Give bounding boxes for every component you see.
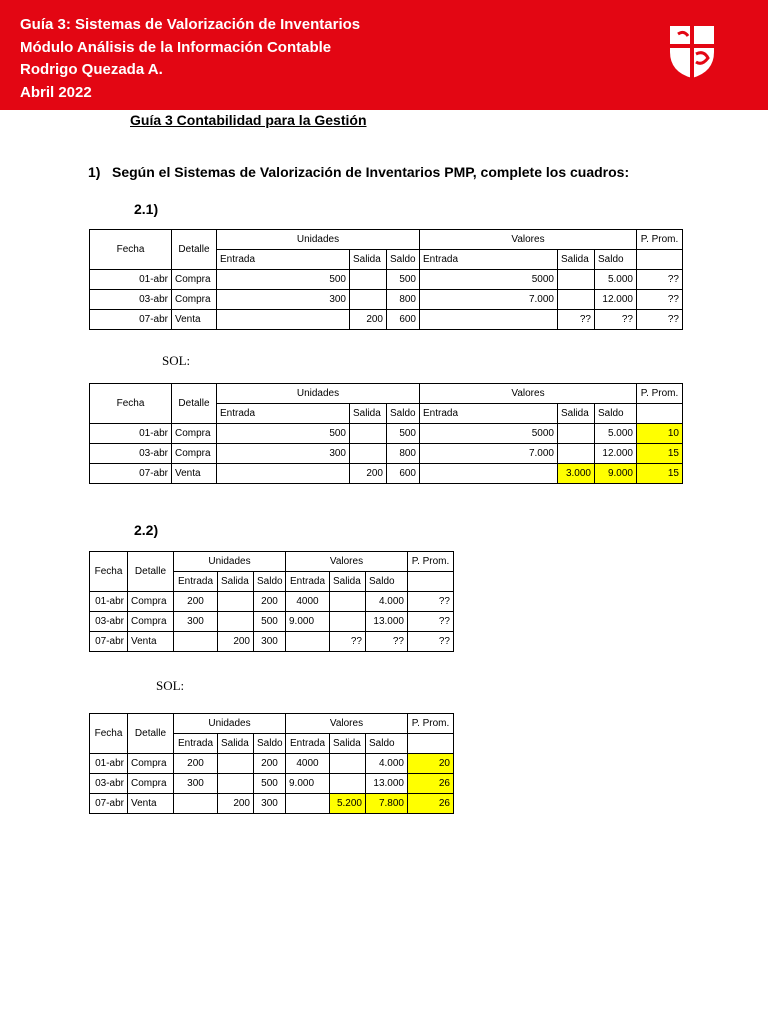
cell-detalle: Compra bbox=[128, 592, 174, 612]
cell-v-entrada: 9.000 bbox=[286, 612, 330, 632]
cell-v-saldo: 13.000 bbox=[366, 774, 408, 794]
subheader-unidades-entrada: Entrada bbox=[217, 404, 350, 424]
cell-u-entrada: 300 bbox=[174, 774, 218, 794]
cell-detalle: Compra bbox=[172, 290, 217, 310]
subheader-unidades-saldo: Saldo bbox=[387, 250, 420, 270]
cell-fecha: 01-abr bbox=[90, 424, 172, 444]
cell-u-entrada: 200 bbox=[174, 754, 218, 774]
header-unidades: Unidades bbox=[174, 552, 286, 572]
subheader-valores-saldo: Saldo bbox=[366, 572, 408, 592]
cell-u-saldo: 800 bbox=[387, 444, 420, 464]
subheader-valores-entrada: Entrada bbox=[286, 572, 330, 592]
subheader-p-prom-empty bbox=[637, 250, 683, 270]
cell-v-salida: 3.000 bbox=[558, 464, 595, 484]
table-row bbox=[90, 794, 454, 814]
cell-detalle: Compra bbox=[172, 444, 217, 464]
cell-pprom: ?? bbox=[637, 290, 683, 310]
cell-u-entrada: 200 bbox=[174, 592, 218, 612]
header-unidades: Unidades bbox=[174, 714, 286, 734]
header-detalle: Detalle bbox=[128, 714, 174, 754]
cell-v-saldo: 5.000 bbox=[595, 270, 637, 290]
cell-v-salida bbox=[330, 612, 366, 632]
cell-detalle: Venta bbox=[128, 632, 174, 652]
cell-pprom: ?? bbox=[408, 632, 454, 652]
cell-fecha: 03-abr bbox=[90, 774, 128, 794]
cell-u-saldo: 600 bbox=[387, 310, 420, 330]
cell-v-saldo: 12.000 bbox=[595, 290, 637, 310]
subheader-p-prom-empty bbox=[408, 572, 454, 592]
cell-v-salida: ?? bbox=[330, 632, 366, 652]
cell-u-salida bbox=[350, 290, 387, 310]
cell-pprom: ?? bbox=[637, 310, 683, 330]
cell-pprom: 26 bbox=[408, 774, 454, 794]
subheader-valores-saldo: Saldo bbox=[595, 250, 637, 270]
cell-v-entrada bbox=[420, 310, 558, 330]
header-text bbox=[20, 14, 360, 104]
subheader-unidades-salida: Salida bbox=[218, 734, 254, 754]
subheader-unidades-saldo: Saldo bbox=[254, 734, 286, 754]
cell-pprom: 15 bbox=[637, 444, 683, 464]
cell-v-salida bbox=[330, 774, 366, 794]
header-line-title: Guía 3: Sistemas de Valorización de Inventarios bbox=[20, 16, 361, 33]
cell-v-saldo: 12.000 bbox=[595, 444, 637, 464]
table-header-row bbox=[90, 384, 683, 404]
inventory-table-1 bbox=[89, 229, 683, 330]
header-line-author: Rodrigo Quezada A. bbox=[20, 61, 163, 78]
table-row bbox=[90, 632, 454, 652]
cell-u-entrada bbox=[217, 464, 350, 484]
header-p-prom: P. Prom. bbox=[408, 714, 454, 734]
cell-u-saldo: 300 bbox=[254, 794, 286, 814]
cell-v-salida bbox=[558, 444, 595, 464]
cell-v-entrada: 9.000 bbox=[286, 774, 330, 794]
subheader-valores-saldo: Saldo bbox=[366, 734, 408, 754]
table-row bbox=[90, 290, 683, 310]
cell-detalle: Venta bbox=[172, 464, 217, 484]
table-header-row bbox=[90, 230, 683, 250]
subheader-unidades-entrada: Entrada bbox=[174, 734, 218, 754]
cell-fecha: 01-abr bbox=[90, 270, 172, 290]
cell-v-saldo: 13.000 bbox=[366, 612, 408, 632]
cell-u-salida: 200 bbox=[218, 794, 254, 814]
subheader-unidades-entrada: Entrada bbox=[174, 572, 218, 592]
table-row bbox=[90, 270, 683, 290]
cell-u-salida: 200 bbox=[350, 310, 387, 330]
subheader-unidades-salida: Salida bbox=[350, 404, 387, 424]
page-header bbox=[0, 0, 768, 110]
subheader-valores-entrada: Entrada bbox=[286, 734, 330, 754]
cell-u-entrada bbox=[174, 632, 218, 652]
header-unidades: Unidades bbox=[217, 384, 420, 404]
cell-v-saldo: 5.000 bbox=[595, 424, 637, 444]
subheader-valores-entrada: Entrada bbox=[420, 250, 558, 270]
cell-u-salida bbox=[218, 774, 254, 794]
cell-pprom: ?? bbox=[408, 592, 454, 612]
cell-u-salida bbox=[218, 754, 254, 774]
cell-u-salida: 200 bbox=[350, 464, 387, 484]
cell-v-entrada bbox=[286, 794, 330, 814]
cell-u-salida bbox=[218, 592, 254, 612]
header-line-date: Abril 2022 bbox=[20, 83, 92, 101]
cell-pprom: ?? bbox=[408, 612, 454, 632]
cell-u-saldo: 300 bbox=[254, 632, 286, 652]
cell-u-entrada bbox=[217, 310, 350, 330]
cell-v-saldo: 7.800 bbox=[366, 794, 408, 814]
cell-u-saldo: 800 bbox=[387, 290, 420, 310]
cell-pprom: ?? bbox=[637, 270, 683, 290]
cell-v-salida bbox=[330, 754, 366, 774]
question-text: Según el Sistemas de Valorización de Inventarios PMP, complete los cuadros: bbox=[112, 164, 630, 180]
header-fecha: Fecha bbox=[90, 230, 172, 270]
table-row bbox=[90, 464, 683, 484]
cell-u-entrada: 300 bbox=[174, 612, 218, 632]
table-row bbox=[90, 612, 454, 632]
cell-pprom: 15 bbox=[637, 464, 683, 484]
cell-fecha: 07-abr bbox=[90, 464, 172, 484]
cell-v-salida bbox=[330, 592, 366, 612]
inventory-table-4 bbox=[89, 713, 454, 814]
sol-label-2-2: SOL: bbox=[156, 678, 185, 693]
cell-u-entrada bbox=[174, 794, 218, 814]
subheader-p-prom-empty bbox=[637, 404, 683, 424]
cell-u-salida bbox=[350, 270, 387, 290]
cell-u-saldo: 200 bbox=[254, 592, 286, 612]
cell-pprom: 20 bbox=[408, 754, 454, 774]
cell-u-saldo: 500 bbox=[387, 424, 420, 444]
header-p-prom: P. Prom. bbox=[637, 230, 683, 250]
cell-u-salida: 200 bbox=[218, 632, 254, 652]
header-line-module: Módulo Análisis de la Información Contable bbox=[20, 38, 332, 56]
cell-detalle: Compra bbox=[128, 612, 174, 632]
cell-v-entrada: 4000 bbox=[286, 754, 330, 774]
document-title: Guía 3 Contabilidad para la Gestión bbox=[130, 112, 367, 128]
cell-v-salida bbox=[558, 290, 595, 310]
header-valores: Valores bbox=[286, 714, 408, 734]
cell-pprom: 26 bbox=[408, 794, 454, 814]
subheader-valores-entrada: Entrada bbox=[420, 404, 558, 424]
subheader-unidades-saldo: Saldo bbox=[254, 572, 286, 592]
cell-u-saldo: 500 bbox=[254, 774, 286, 794]
cell-v-saldo: ?? bbox=[595, 310, 637, 330]
section-2-2-label: 2.2) bbox=[134, 522, 159, 538]
cell-v-salida: ?? bbox=[558, 310, 595, 330]
subheader-valores-salida: Salida bbox=[330, 734, 366, 754]
cell-u-salida bbox=[350, 444, 387, 464]
cell-v-saldo: 4.000 bbox=[366, 754, 408, 774]
question-1 bbox=[88, 164, 629, 180]
cell-detalle: Compra bbox=[128, 774, 174, 794]
header-valores: Valores bbox=[420, 384, 637, 404]
header-fecha: Fecha bbox=[90, 714, 128, 754]
subheader-valores-saldo: Saldo bbox=[595, 404, 637, 424]
table-header-row bbox=[90, 552, 454, 572]
header-detalle: Detalle bbox=[172, 384, 217, 424]
cell-v-entrada bbox=[420, 464, 558, 484]
subheader-valores-salida: Salida bbox=[330, 572, 366, 592]
cell-v-saldo: 9.000 bbox=[595, 464, 637, 484]
cell-v-salida bbox=[558, 424, 595, 444]
subheader-p-prom-empty bbox=[408, 734, 454, 754]
cell-u-entrada: 500 bbox=[217, 270, 350, 290]
cell-detalle: Compra bbox=[128, 754, 174, 774]
inventory-table-2 bbox=[89, 383, 683, 484]
subheader-valores-salida: Salida bbox=[558, 250, 595, 270]
header-detalle: Detalle bbox=[172, 230, 217, 270]
cell-fecha: 03-abr bbox=[90, 444, 172, 464]
cell-v-entrada bbox=[286, 632, 330, 652]
question-number: 1) bbox=[88, 164, 101, 180]
subheader-unidades-saldo: Saldo bbox=[387, 404, 420, 424]
header-valores: Valores bbox=[286, 552, 408, 572]
cell-u-salida bbox=[350, 424, 387, 444]
cell-v-saldo: ?? bbox=[366, 632, 408, 652]
header-p-prom: P. Prom. bbox=[637, 384, 683, 404]
cell-fecha: 03-abr bbox=[90, 612, 128, 632]
cell-v-entrada: 4000 bbox=[286, 592, 330, 612]
cell-v-entrada: 5000 bbox=[420, 270, 558, 290]
university-shield-logo-icon bbox=[664, 22, 720, 80]
header-p-prom: P. Prom. bbox=[408, 552, 454, 572]
inventory-table-3 bbox=[89, 551, 454, 652]
cell-v-entrada: 5000 bbox=[420, 424, 558, 444]
table-row bbox=[90, 592, 454, 612]
cell-u-saldo: 500 bbox=[387, 270, 420, 290]
cell-fecha: 03-abr bbox=[90, 290, 172, 310]
cell-fecha: 07-abr bbox=[90, 632, 128, 652]
cell-fecha: 01-abr bbox=[90, 754, 128, 774]
cell-u-entrada: 500 bbox=[217, 424, 350, 444]
cell-fecha: 07-abr bbox=[90, 794, 128, 814]
cell-detalle: Venta bbox=[128, 794, 174, 814]
section-2-1-label: 2.1) bbox=[134, 201, 159, 217]
cell-v-salida: 5.200 bbox=[330, 794, 366, 814]
cell-u-saldo: 200 bbox=[254, 754, 286, 774]
cell-fecha: 07-abr bbox=[90, 310, 172, 330]
table-header-row bbox=[90, 714, 454, 734]
header-valores: Valores bbox=[420, 230, 637, 250]
cell-u-saldo: 500 bbox=[254, 612, 286, 632]
cell-v-saldo: 4.000 bbox=[366, 592, 408, 612]
cell-v-entrada: 7.000 bbox=[420, 444, 558, 464]
cell-detalle: Venta bbox=[172, 310, 217, 330]
subheader-unidades-entrada: Entrada bbox=[217, 250, 350, 270]
cell-u-entrada: 300 bbox=[217, 444, 350, 464]
subheader-unidades-salida: Salida bbox=[350, 250, 387, 270]
header-fecha: Fecha bbox=[90, 384, 172, 424]
cell-detalle: Compra bbox=[172, 424, 217, 444]
subheader-unidades-salida: Salida bbox=[218, 572, 254, 592]
table-row bbox=[90, 774, 454, 794]
cell-u-salida bbox=[218, 612, 254, 632]
header-fecha: Fecha bbox=[90, 552, 128, 592]
table-row bbox=[90, 444, 683, 464]
subheader-valores-salida: Salida bbox=[558, 404, 595, 424]
cell-u-saldo: 600 bbox=[387, 464, 420, 484]
cell-fecha: 01-abr bbox=[90, 592, 128, 612]
table-row bbox=[90, 754, 454, 774]
cell-detalle: Compra bbox=[172, 270, 217, 290]
cell-v-entrada: 7.000 bbox=[420, 290, 558, 310]
header-unidades: Unidades bbox=[217, 230, 420, 250]
table-row bbox=[90, 310, 683, 330]
table-row bbox=[90, 424, 683, 444]
cell-pprom: 10 bbox=[637, 424, 683, 444]
cell-v-salida bbox=[558, 270, 595, 290]
sol-label-2-1: SOL: bbox=[162, 353, 191, 368]
cell-u-entrada: 300 bbox=[217, 290, 350, 310]
header-detalle: Detalle bbox=[128, 552, 174, 592]
